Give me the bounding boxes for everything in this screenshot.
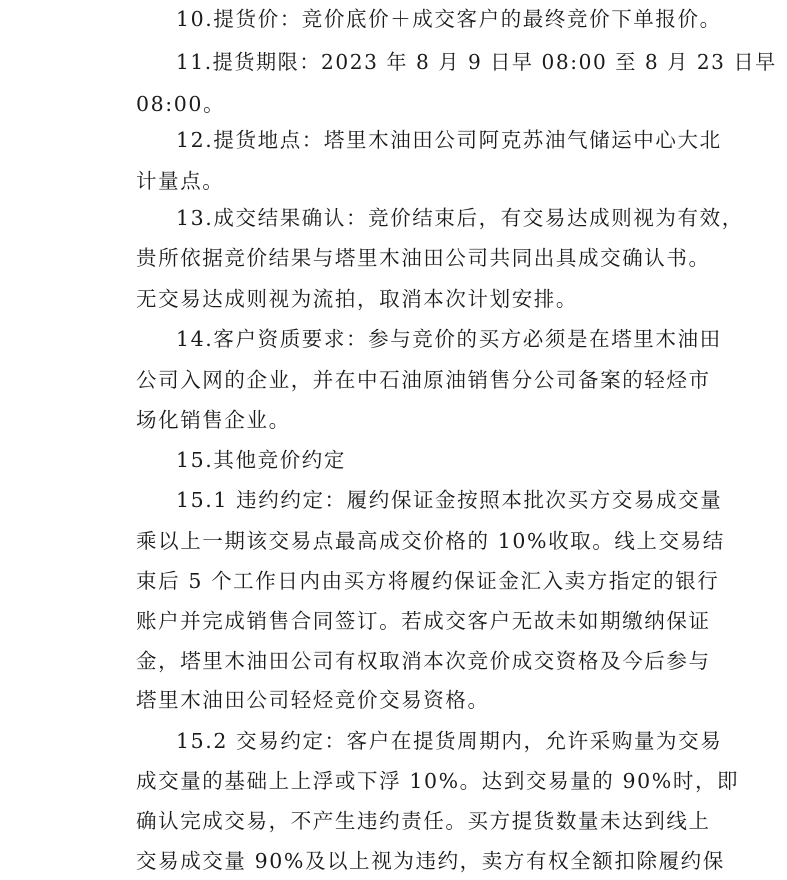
clause-10-pickup-price: 10.提货价：竞价底价＋成交客户的最终竞价下单报价。 (176, 7, 722, 31)
clause-12-continuation: 计量点。 (136, 169, 225, 193)
clause-15-heading: 15.其他竞价约定 (176, 448, 347, 472)
clause-15-1-line-6: 塔里木油田公司轻烃竞价交易资格。 (136, 688, 490, 712)
clause-11-continuation: 08:00。 (136, 92, 226, 116)
clause-15-2-line-2: 成交量的基础上上浮或下浮 10%。达到交易量的 90%时，即 (136, 769, 740, 793)
clause-14-line-2: 公司入网的企业，并在中石油原油销售分公司备案的轻烃市 (136, 368, 711, 392)
clause-15-2-line-4: 交易成交量 90%及以上视为违约，卖方有权全额扣除履约保 (136, 849, 725, 873)
clause-12-pickup-location: 12.提货地点：塔里木油田公司阿克苏油气储运中心大北 (176, 128, 722, 152)
clause-14-line-3: 场化销售企业。 (136, 408, 291, 432)
clause-13-line-3: 无交易达成则视为流拍，取消本次计划安排。 (136, 287, 578, 311)
clause-15-1-line-4: 账户并完成销售合同签订。若成交客户无故未如期缴纳保证 (136, 609, 711, 633)
clause-11-pickup-period: 11.提货期限：2023 年 8 月 9 日早 08:00 至 8 月 23 日早 (176, 50, 777, 74)
clause-15-1-line-2: 乘以上一期该交易点最高成交价格的 10%收取。线上交易结 (136, 529, 725, 553)
clause-15-1-line-5: 金，塔里木油田公司有权取消本次竞价成交资格及今后参与 (136, 649, 711, 673)
clause-15-1-breach: 15.1 违约约定：履约保证金按照本批次买方交易成交量 (176, 488, 723, 512)
clause-13-line-2: 贵所依据竞价结果与塔里木油田公司共同出具成交确认书。 (136, 246, 711, 270)
clause-13-result-confirmation: 13.成交结果确认：竞价结束后，有交易达成则视为有效， (176, 206, 744, 230)
clause-15-2-line-3: 确认完成交易，不产生违约责任。买方提货数量未达到线上 (136, 809, 711, 833)
clause-15-2-transaction: 15.2 交易约定：客户在提货周期内，允许采购量为交易 (176, 729, 723, 753)
clause-14-customer-qualification: 14.客户资质要求：参与竞价的买方必须是在塔里木油田 (176, 327, 722, 351)
clause-15-1-line-3: 束后 5 个工作日内由买方将履约保证金汇入卖方指定的银行 (136, 569, 720, 593)
